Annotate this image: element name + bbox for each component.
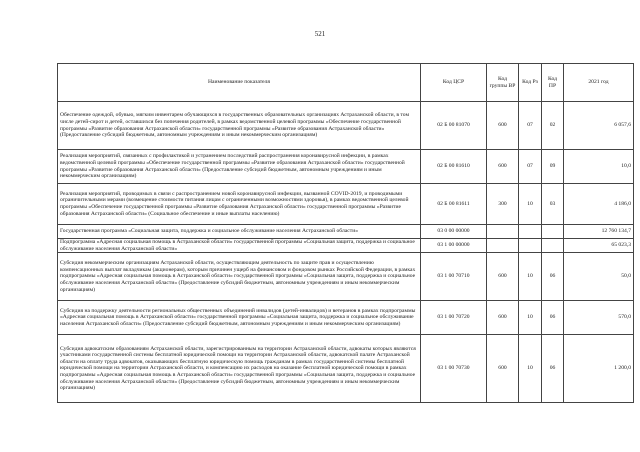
table-row <box>58 102 634 150</box>
header-rz: Код Рз <box>519 64 542 102</box>
header-pr: Код ПР <box>542 64 564 102</box>
row-pr: 06 <box>542 335 564 403</box>
row-csr: 03 1 00 70710 <box>421 253 487 301</box>
table-row <box>58 184 634 225</box>
row-csr: 02 Б 00 81611 <box>421 184 487 225</box>
row-rz: 10 <box>519 335 542 403</box>
header-year: 2021 год <box>564 64 634 102</box>
row-amount: 4 186,0 <box>564 184 634 225</box>
row-amount: 1 200,0 <box>564 335 634 403</box>
row-rz: 07 <box>519 102 542 150</box>
row-name: Государственная программа «Социальная защита, поддержка и социальное обслуживание населения Астраханской области» <box>58 225 421 239</box>
row-rz: 10 <box>519 253 542 301</box>
row-amount: 10,0 <box>564 150 634 184</box>
row-csr: 03 1 00 70720 <box>421 301 487 335</box>
row-amount: 12 760 134,7 <box>564 225 634 239</box>
row-name: Реализация мероприятий, связанных с профилактикой и устранением последствий распространения коронавирусной инфекции, в рамках ведомственной целевой программы «Обеспечение государственной программы «Развитие образования Астраханской области» государственной программы «Развитие образования Астраханской области» (Предоставление субсидий бюджетным, автономным учреждениям и иным некоммерческим организациям) <box>58 150 421 184</box>
row-vr <box>487 239 519 253</box>
row-vr <box>487 225 519 239</box>
row-vr: 600 <box>487 253 519 301</box>
row-vr: 600 <box>487 301 519 335</box>
row-csr: 03 0 00 00000 <box>421 225 487 239</box>
row-rz: 10 <box>519 301 542 335</box>
row-amount: 6 057,6 <box>564 102 634 150</box>
row-vr: 300 <box>487 184 519 225</box>
page-number: 521 <box>314 30 326 38</box>
row-rz <box>519 225 542 239</box>
table-row <box>58 253 634 301</box>
table-row <box>58 301 634 335</box>
row-pr: 03 <box>542 184 564 225</box>
row-pr: 06 <box>542 301 564 335</box>
row-vr: 600 <box>487 102 519 150</box>
table-row <box>58 239 634 253</box>
row-vr: 600 <box>487 335 519 403</box>
row-name: Реализация мероприятий, проводимых в связи с распространением новой коронавирусной инфекции, вызванной COVID-2019, и проводимыми ограничительными мерами (возмещение стоимости питания лицам с ограниченными возможностями здоровья), в рамках ведомственной целевой программы «Обеспечение государственной программы «Развитие образования Астраханской области» государственной программы «Развитие образования Астраханской области» (Социальное обеспечение и иные выплаты населению) <box>58 184 421 225</box>
row-rz <box>519 239 542 253</box>
header-vr: Код группы ВР <box>487 64 519 102</box>
row-csr: 02 Б 00 81610 <box>421 150 487 184</box>
header-csr: Код ЦСР <box>421 64 487 102</box>
row-csr: 03 1 00 70730 <box>421 335 487 403</box>
row-pr <box>542 239 564 253</box>
row-csr: 03 1 00 00000 <box>421 239 487 253</box>
row-name: Подпрограмма «Адресная социальная помощь в Астраханской области» государственной программы «Социальная защита, поддержка и социальное обслуживание населения Астраханской области» <box>58 239 421 253</box>
table-row <box>58 225 634 239</box>
header-name: Наименование показателя <box>58 64 421 102</box>
row-rz: 10 <box>519 184 542 225</box>
row-vr: 600 <box>487 150 519 184</box>
row-pr: 02 <box>542 102 564 150</box>
table-header-row <box>58 64 634 102</box>
row-csr: 02 Б 00 81070 <box>421 102 487 150</box>
table-row <box>58 150 634 184</box>
row-pr: 09 <box>542 150 564 184</box>
table-row <box>58 335 634 403</box>
budget-table <box>57 63 634 403</box>
row-pr: 06 <box>542 253 564 301</box>
row-name: Обеспечение одеждой, обувью, мягким инвентарем обучающихся в государственных образовательных организациях Астраханской области, в том числе детей-сирот и детей, оставшихся без попечения родителей, в рамках ведомственной целевой программы «Обеспечение государственной программы «Развитие образования Астраханской области» государственной программы «Развитие образования Астраханской области» (Предоставление субсидий бюджетным, автономным учреждениям и иным некоммерческим организациям) <box>58 102 421 150</box>
row-name: Субсидия некоммерческим организациям Астраханской области, осуществляющим деятельность по защите прав и осуществлению компенсационных выплат вкладчикам (акционерам), которым причинен ущерб на финансовом и фондовом рынках Российской Федерации, в рамках подпрограммы «Адресная социальная помощь в Астраханской области» государственной программы «Социальная защита, поддержка и социальное обслуживание населения Астраханской области» (Предоставление субсидий бюджетным, автономным учреждениям и иным некоммерческим организациям) <box>58 253 421 301</box>
row-pr <box>542 225 564 239</box>
row-rz: 07 <box>519 150 542 184</box>
row-amount: 65 023,3 <box>564 239 634 253</box>
row-name: Субсидия адвокатским образованиям Астраханской области, зарегистрированным на территории Астраханской области, адвокаты которых являются участниками государственной системы бесплатной юридической помощи на территории Астраханской области, адвокатской палате Астраханской области на оплату труда адвокатов, оказывающих бесплатную юридическую помощь гражданам в рамках государственной системы бесплатной юридической помощи на территории Астраханской области, и компенсацию их расходов на оказание бесплатной юридической помощи в рамках подпрограммы «Адресная социальная помощь в Астраханской области» государственной программы «Социальная защита, поддержка и социальное обслуживание населения Астраханской области» (Предоставление субсидий бюджетным, автономным учреждениям и иным некоммерческим организациям) <box>58 335 421 403</box>
row-name: Субсидия на поддержку деятельности региональных общественных объединений инвалидов (детей-инвалидов) и ветеранов в рамках подпрограммы «Адресная социальная помощь в Астраханской области» государственной программы «Социальная защита, поддержка и социальное обслуживание населения Астраханской области» (Предоставление субсидий бюджетным, автономным учреждениям и иным некоммерческим организациям) <box>58 301 421 335</box>
row-amount: 50,0 <box>564 253 634 301</box>
row-amount: 570,0 <box>564 301 634 335</box>
